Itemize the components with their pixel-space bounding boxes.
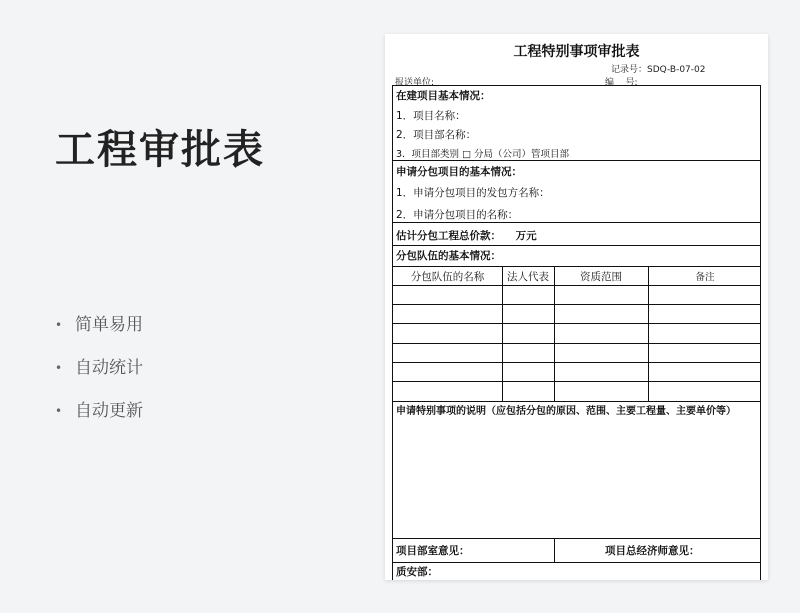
table-row: [393, 362, 760, 363]
table-row: [393, 343, 760, 344]
record-number: 记录号：SDQ-B-07-02: [611, 65, 706, 75]
section-heading-explain: 申请特别事项的说明（应包括分包的原因、范围、主要工程量、主要单价等）: [396, 406, 736, 417]
opinion-dept: 项目部室意见：: [396, 545, 470, 557]
bullet-icon: •: [55, 361, 63, 375]
section-heading-team: 分包队伍的基本情况：: [396, 250, 501, 262]
table-row: [393, 323, 760, 324]
quality-dept-label: 质安部：: [396, 566, 438, 578]
table-row: [393, 285, 760, 286]
table-column-rule: [554, 266, 555, 401]
divider: [393, 222, 760, 223]
col-remarks: 备注: [695, 272, 715, 283]
divider: [393, 538, 760, 539]
divider: [393, 160, 760, 161]
sender-label: 报送单位:: [395, 78, 435, 88]
col-qualification: 资质范围: [580, 271, 622, 283]
divider: [393, 562, 760, 563]
page-title: 工程审批表: [55, 127, 265, 173]
form-preview: [385, 34, 768, 580]
field-dept-name: 2．项目部名称：: [396, 129, 477, 141]
feature-label: 自动统计: [75, 358, 143, 378]
field-employer-name: 1．申请分包项目的发包方名称：: [396, 187, 550, 199]
section-heading-subcontract: 申请分包项目的基本情况：: [396, 166, 522, 178]
feature-item: [55, 312, 143, 355]
form-title: 工程特别事项审批表: [513, 44, 640, 60]
form-grid: [392, 85, 761, 580]
table-column-rule: [502, 266, 503, 401]
divider: [393, 266, 760, 267]
opinion-split: [554, 538, 555, 562]
feature-list: [55, 312, 143, 441]
field-estimate: 估计分包工程总价款： 万元: [396, 230, 537, 242]
divider: [393, 245, 760, 246]
table-row: [393, 381, 760, 382]
bullet-icon: •: [55, 404, 63, 418]
feature-item: [55, 355, 143, 398]
feature-label: 自动更新: [75, 401, 143, 421]
field-project-name: 1．项目名称：: [396, 110, 466, 122]
divider: [393, 401, 760, 402]
feature-item: [55, 398, 143, 441]
bullet-icon: •: [55, 318, 63, 332]
feature-label: 简单易用: [75, 315, 143, 335]
col-legal-rep: 法人代表: [507, 271, 549, 283]
field-subproject-name: 2．申请分包项目的名称：: [396, 209, 519, 221]
col-team-name: 分包队伍的名称: [410, 271, 485, 283]
field-dept-type: 3．项目部类别 □ 分局（公司）管项目部: [396, 149, 570, 160]
serial-label: 编 号:: [605, 78, 638, 88]
opinion-economist: 项目总经济师意见：: [605, 545, 700, 557]
table-column-rule: [648, 266, 649, 401]
section-heading-project: 在建项目基本情况：: [396, 90, 491, 102]
table-row: [393, 304, 760, 305]
